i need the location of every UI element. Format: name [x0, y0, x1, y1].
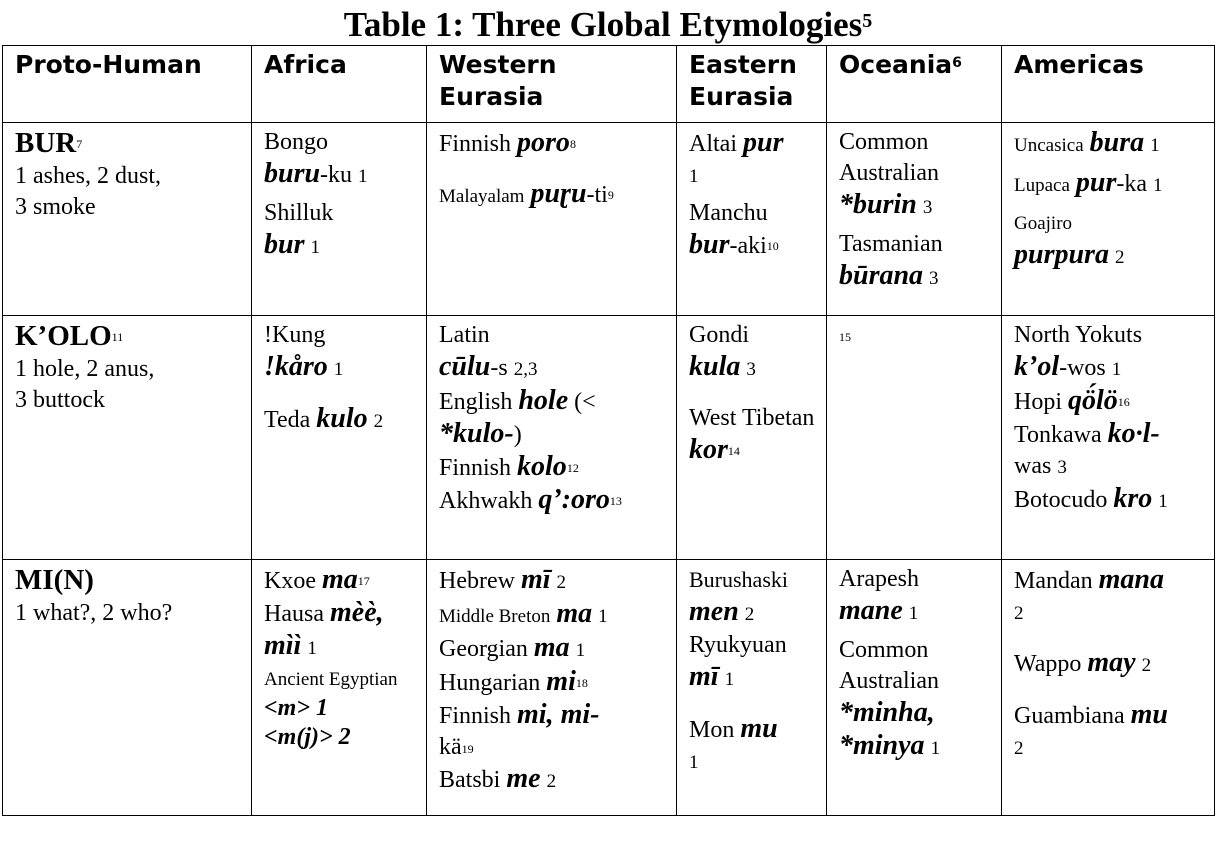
list-item: Common Australian *burin 3 — [839, 129, 939, 220]
list-item: Mandan mana 2 — [1014, 564, 1165, 624]
western-eurasia-cell — [427, 123, 677, 316]
americas-cell — [1002, 316, 1215, 560]
table-title: Table 1: Three Global Etymologies$^5$ — [343, 5, 873, 44]
root-word: K’OLO$^{11}$ — [15, 320, 124, 352]
list-item: Akhwakh q’:oro$^{13}$ — [439, 484, 622, 515]
meaning-line: 3 smoke — [15, 194, 96, 220]
list-item: Bongo buru-ku 1 — [264, 129, 368, 189]
list-item: Middle Breton ma 1 — [439, 598, 608, 629]
list-item: Mon mu 1 — [689, 713, 778, 773]
oceania-cell — [827, 560, 1002, 816]
list-item: Manchu bur-aki$^{10}$ — [689, 200, 779, 260]
list-item: Georgian ma 1 — [439, 632, 586, 663]
column-header-eastern-eurasia: Eastern Eurasia — [677, 46, 827, 123]
list-item: Finnish kolo$^{12}$ — [439, 451, 579, 482]
list-item: Wappo may 2 — [1014, 647, 1152, 678]
africa-cell — [252, 316, 427, 560]
table-row-bur — [3, 123, 1215, 316]
americas-cell — [1002, 123, 1215, 316]
western-eurasia-cell — [427, 316, 677, 560]
header-row — [3, 46, 1215, 123]
list-item: Hopi qö́lö$^{16}$ — [1014, 385, 1130, 416]
table-row-kolo — [3, 316, 1215, 560]
africa-cell — [252, 123, 427, 316]
list-item: Guambiana mu 2 — [1014, 699, 1168, 759]
oceania-cell — [827, 316, 1002, 560]
column-header-americas: Americas — [1002, 46, 1215, 123]
meaning-line: 1 ashes, 2 dust, — [15, 163, 161, 189]
table-row-min — [3, 560, 1215, 816]
list-item: Finnish poro$^8$ — [439, 127, 576, 158]
list-item: Altai pur 1 — [689, 127, 784, 187]
column-header-western-eurasia: Western Eurasia — [427, 46, 677, 123]
list-item: Hebrew mī 2 — [439, 564, 567, 595]
meaning-line: 1 hole, 2 anus, — [15, 356, 155, 382]
proto-human-cell — [3, 123, 252, 316]
list-item: Goajiro purpura 2 — [1014, 213, 1125, 270]
list-item: English hole (< *kulo-) — [439, 385, 596, 449]
list-item: Gondi kula 3 — [689, 322, 756, 382]
column-header-africa: Africa — [252, 46, 427, 123]
list-item: Shilluk bur 1 — [264, 200, 334, 260]
list-item: Tonkawa ko·l- was 3 — [1014, 418, 1160, 479]
list-item: Ryukyuan mī 1 — [689, 632, 787, 692]
list-item: Malayalam puɽu-ti$^9$ — [439, 178, 614, 209]
africa-cell — [252, 560, 427, 816]
eastern-eurasia-cell — [677, 123, 827, 316]
title-footnote: 5 — [862, 10, 873, 32]
list-item: Arapesh mane 1 — [839, 566, 919, 626]
proto-human-cell — [3, 316, 252, 560]
meaning-line: 1 what?, 2 who? — [15, 600, 173, 626]
etymologies-table — [2, 45, 1215, 816]
root-word: MI(N) — [15, 564, 94, 596]
list-item: Finnish mi, mi- kä$^{19}$ — [439, 699, 600, 760]
column-header-oceania: Oceania$^6$ — [827, 46, 1002, 123]
proto-human-cell — [3, 560, 252, 816]
eastern-eurasia-cell — [677, 316, 827, 560]
list-item: Botocudo kro 1 — [1014, 483, 1168, 514]
oceania-footnote: 15 — [839, 330, 851, 344]
list-item: Ancient Egyptian <m> 1 <m(j)> 2 — [264, 669, 398, 750]
list-item: Common Australian *minha, *minya 1 — [839, 637, 941, 761]
list-item: West Tibetan kor$^{14}$ — [689, 405, 815, 465]
western-eurasia-cell — [427, 560, 677, 816]
column-header-proto-human: Proto-Human — [3, 46, 252, 123]
list-item: Teda kulo 2 — [264, 403, 384, 434]
meaning-line: 3 buttock — [15, 387, 105, 413]
root-word: BUR$^7$ — [15, 127, 83, 159]
eastern-eurasia-cell — [677, 560, 827, 816]
list-item: Latin cūlu-s 2,3 — [439, 322, 538, 382]
oceania-cell — [827, 123, 1002, 316]
list-item: Lupaca pur-ka 1 — [1014, 167, 1163, 198]
list-item: Kxoe ma$^{17}$ — [264, 564, 370, 595]
americas-cell — [1002, 560, 1215, 816]
list-item: !Kung !kåro 1 — [264, 322, 344, 382]
list-item: Batsbi me 2 — [439, 763, 557, 794]
list-item: Hausa mèè, mìì 1 — [264, 597, 384, 661]
list-item: Hungarian mi$^{18}$ — [439, 666, 588, 697]
list-item: Tasmanian būrana 3 — [839, 231, 943, 291]
list-item: Burushaski men 2 — [689, 567, 788, 627]
list-item: Uncasica bura 1 — [1014, 127, 1160, 158]
list-item: North Yokuts k’ol-wos 1 — [1014, 322, 1143, 382]
